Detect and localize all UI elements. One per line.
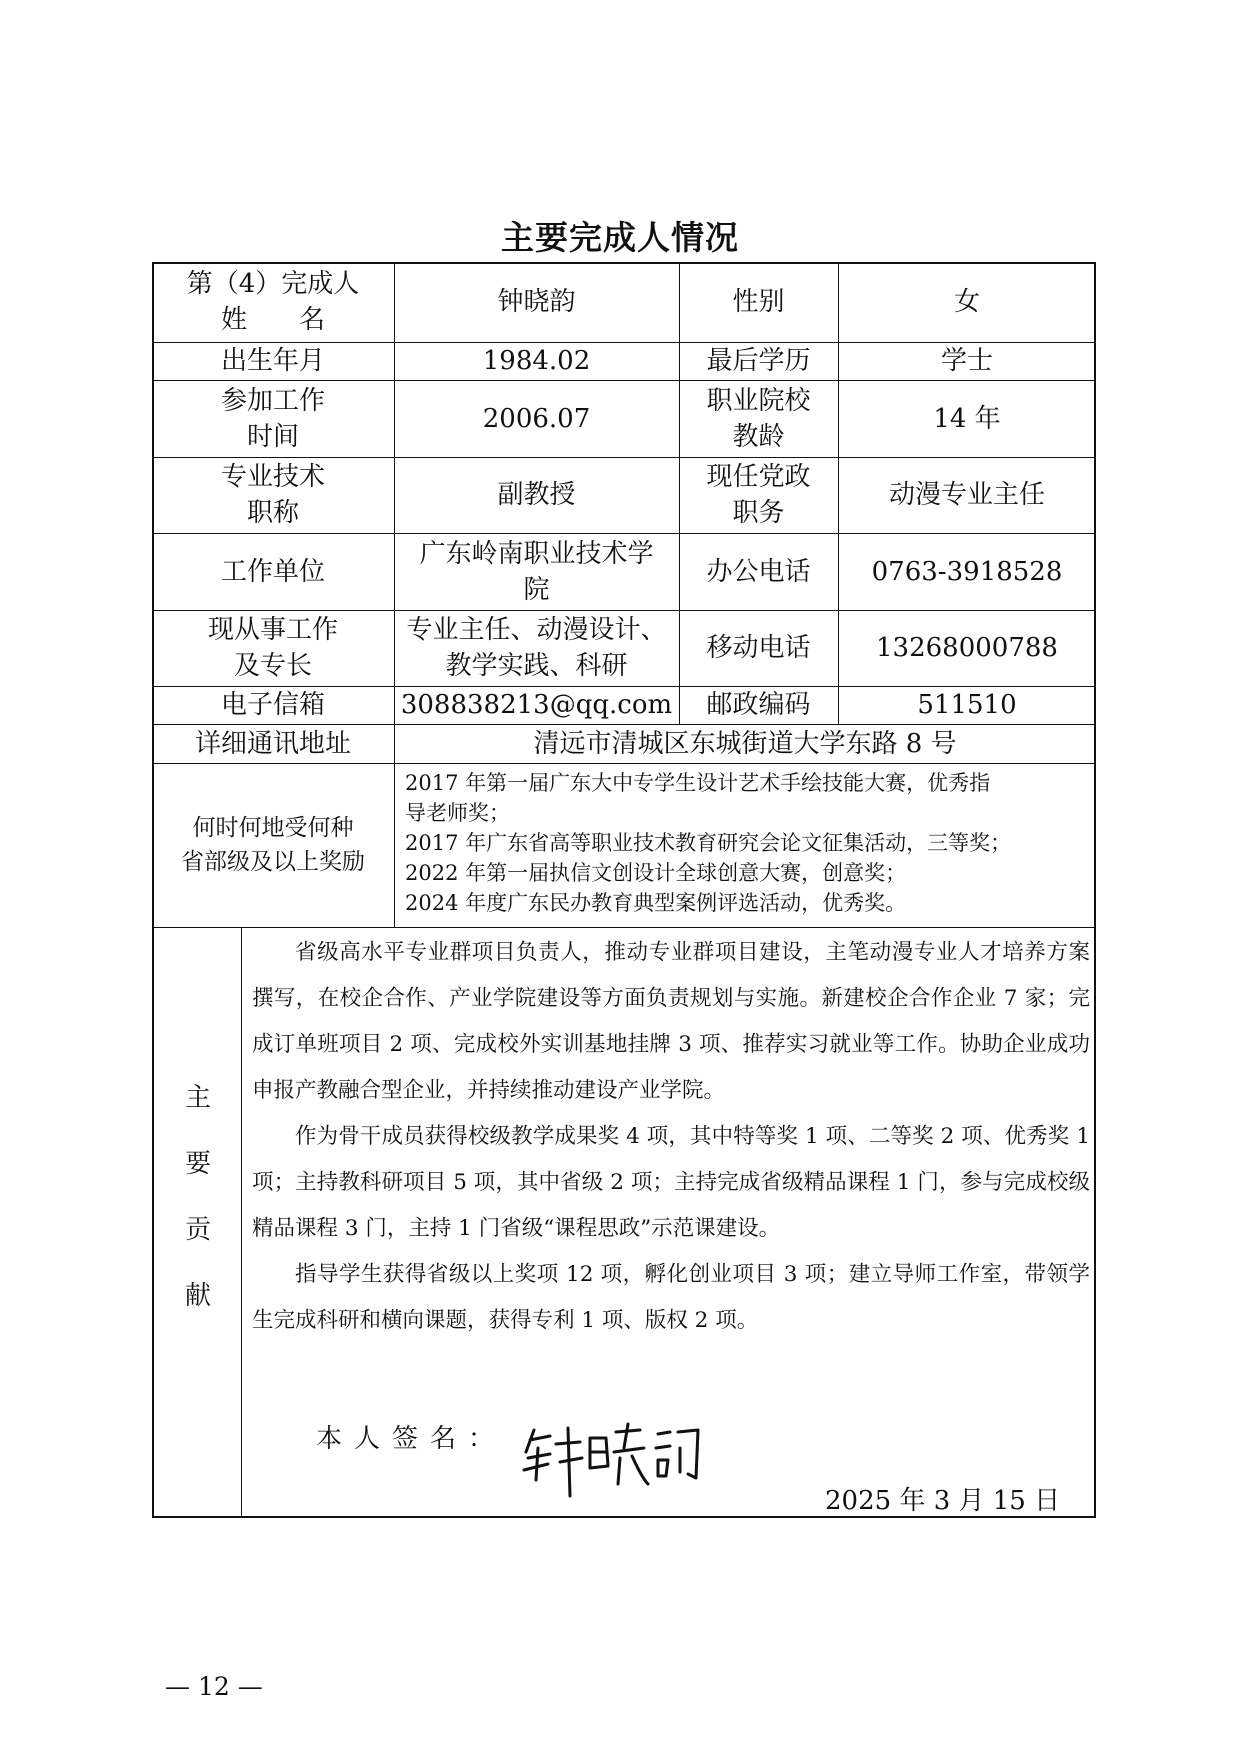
awards-list [405,768,1095,918]
award-line: 2017 年第一届广东大中专学生设计艺术手绘技能大赛，优秀指 [405,771,991,795]
label-char: 献 [184,1281,211,1311]
label-line: 省部级及以上奖励 [181,849,365,875]
office-phone-label: 办公电话 [706,556,811,587]
postcode-value: 511510 [917,690,1017,720]
completer-name-label [152,262,394,342]
sign-date: 2025 年 3 月 15 日 [825,1486,1061,1516]
contribution-text [252,930,1090,1344]
birth-value: 1984.02 [482,346,591,376]
label-line: 第（4）完成人 [186,269,360,299]
value-line: 院 [523,574,550,605]
address-label: 详细通讯地址 [194,728,351,759]
contribution-paragraph: 省级高水平专业群项目负责人，推动专业群项目建设，主笔动漫专业人才培养方案撰写，在校企合作、产业学院建设等方面负责规划与实施。新建校企合作企业 7 家；完成订单班项目 2 项、完成校外实训基地挂牌 3 项、推荐实习就业等工作。协助企业成功申报产教融合型企业，并持续推动建设产业学院。 [252,940,1090,1103]
birth-label: 出生年月 [220,346,325,376]
name-value: 钟晓韵 [497,287,576,317]
employer-label: 工作单位 [220,556,325,587]
label-line: 职业院校 [706,385,811,416]
handwritten-signature [520,1418,710,1503]
page-title: 主要完成人情况 [501,218,739,257]
position-value: 动漫专业主任 [888,480,1045,510]
postcode-label: 邮政编码 [706,690,811,720]
row-divider [152,927,1096,928]
work-start-value: 2006.07 [482,403,591,434]
award-line: 2024 年度广东民办教育典型案例评选活动，优秀奖。 [405,891,907,915]
label-line: 姓 名 [220,305,325,335]
office-phone-value: 0763-3918528 [871,556,1063,587]
teaching-years-value: 14 年 [933,403,1001,434]
award-line: 导老师奖； [405,801,510,825]
email-value: 308838213@qq.com [400,690,673,720]
specialty-label [152,610,394,686]
label-char: 要 [184,1149,211,1179]
position-label [679,457,838,533]
signature-label: 本人签名： [316,1424,507,1454]
page-number: — 12 — [165,1672,263,1701]
education-label: 最后学历 [706,346,811,376]
value-line: 教学实践、科研 [445,651,628,681]
label-char: 贡 [184,1215,211,1245]
contribution-paragraph: 作为骨干成员获得校级教学成果奖 4 项，其中特等奖 1 项、二等奖 2 项、优秀奖 1 项；主持教科研项目 5 项，其中省级 2 项；主持完成省级精品课程 1 门，参与完成校级精品课程 3 门，主持 1 门省级“课程思政”示范课建设。 [252,1124,1090,1241]
label-line: 职称 [246,498,299,528]
address-value: 清远市清城区东城街道大学东路 8 号 [533,728,957,759]
contribution-label [153,1065,243,1329]
education-value: 学士 [940,346,993,376]
label-line: 参加工作 [220,385,325,416]
teaching-years-label [679,380,838,457]
contribution-paragraph: 指导学生获得省级以上奖项 12 项，孵化创业项目 3 项；建立导师工作室，带领学生完成科研和横向课题，获得专利 1 项、版权 2 项。 [252,1262,1090,1333]
email-label: 电子信箱 [220,690,325,720]
mobile-label: 移动电话 [706,633,811,663]
label-line: 何时何地受何种 [192,815,354,841]
label-line: 职务 [732,498,785,528]
label-line: 及专长 [233,651,312,681]
specialty-value [394,610,679,686]
awards-label [152,763,394,927]
label-line: 现任党政 [706,462,811,492]
gender-value: 女 [953,287,980,317]
award-line: 2017 年广东省高等职业技术教育研究会论文征集活动，三等奖； [405,831,1012,855]
title-label [152,457,394,533]
work-start-label [152,380,394,457]
label-line: 现从事工作 [207,615,338,645]
mobile-value: 13268000788 [876,633,1058,663]
title-value: 副教授 [497,480,576,510]
award-line: 2022 年第一届执信文创设计全球创意大赛，创意奖； [405,861,907,885]
value-line: 专业主任、动漫设计、 [406,615,667,645]
employer-value [394,533,679,610]
value-line: 广东岭南职业技术学 [419,538,654,569]
label-line: 专业技术 [220,462,325,492]
label-char: 主 [184,1083,211,1113]
gender-label: 性别 [732,287,785,317]
label-line: 教龄 [732,421,785,452]
label-line: 时间 [246,421,299,452]
